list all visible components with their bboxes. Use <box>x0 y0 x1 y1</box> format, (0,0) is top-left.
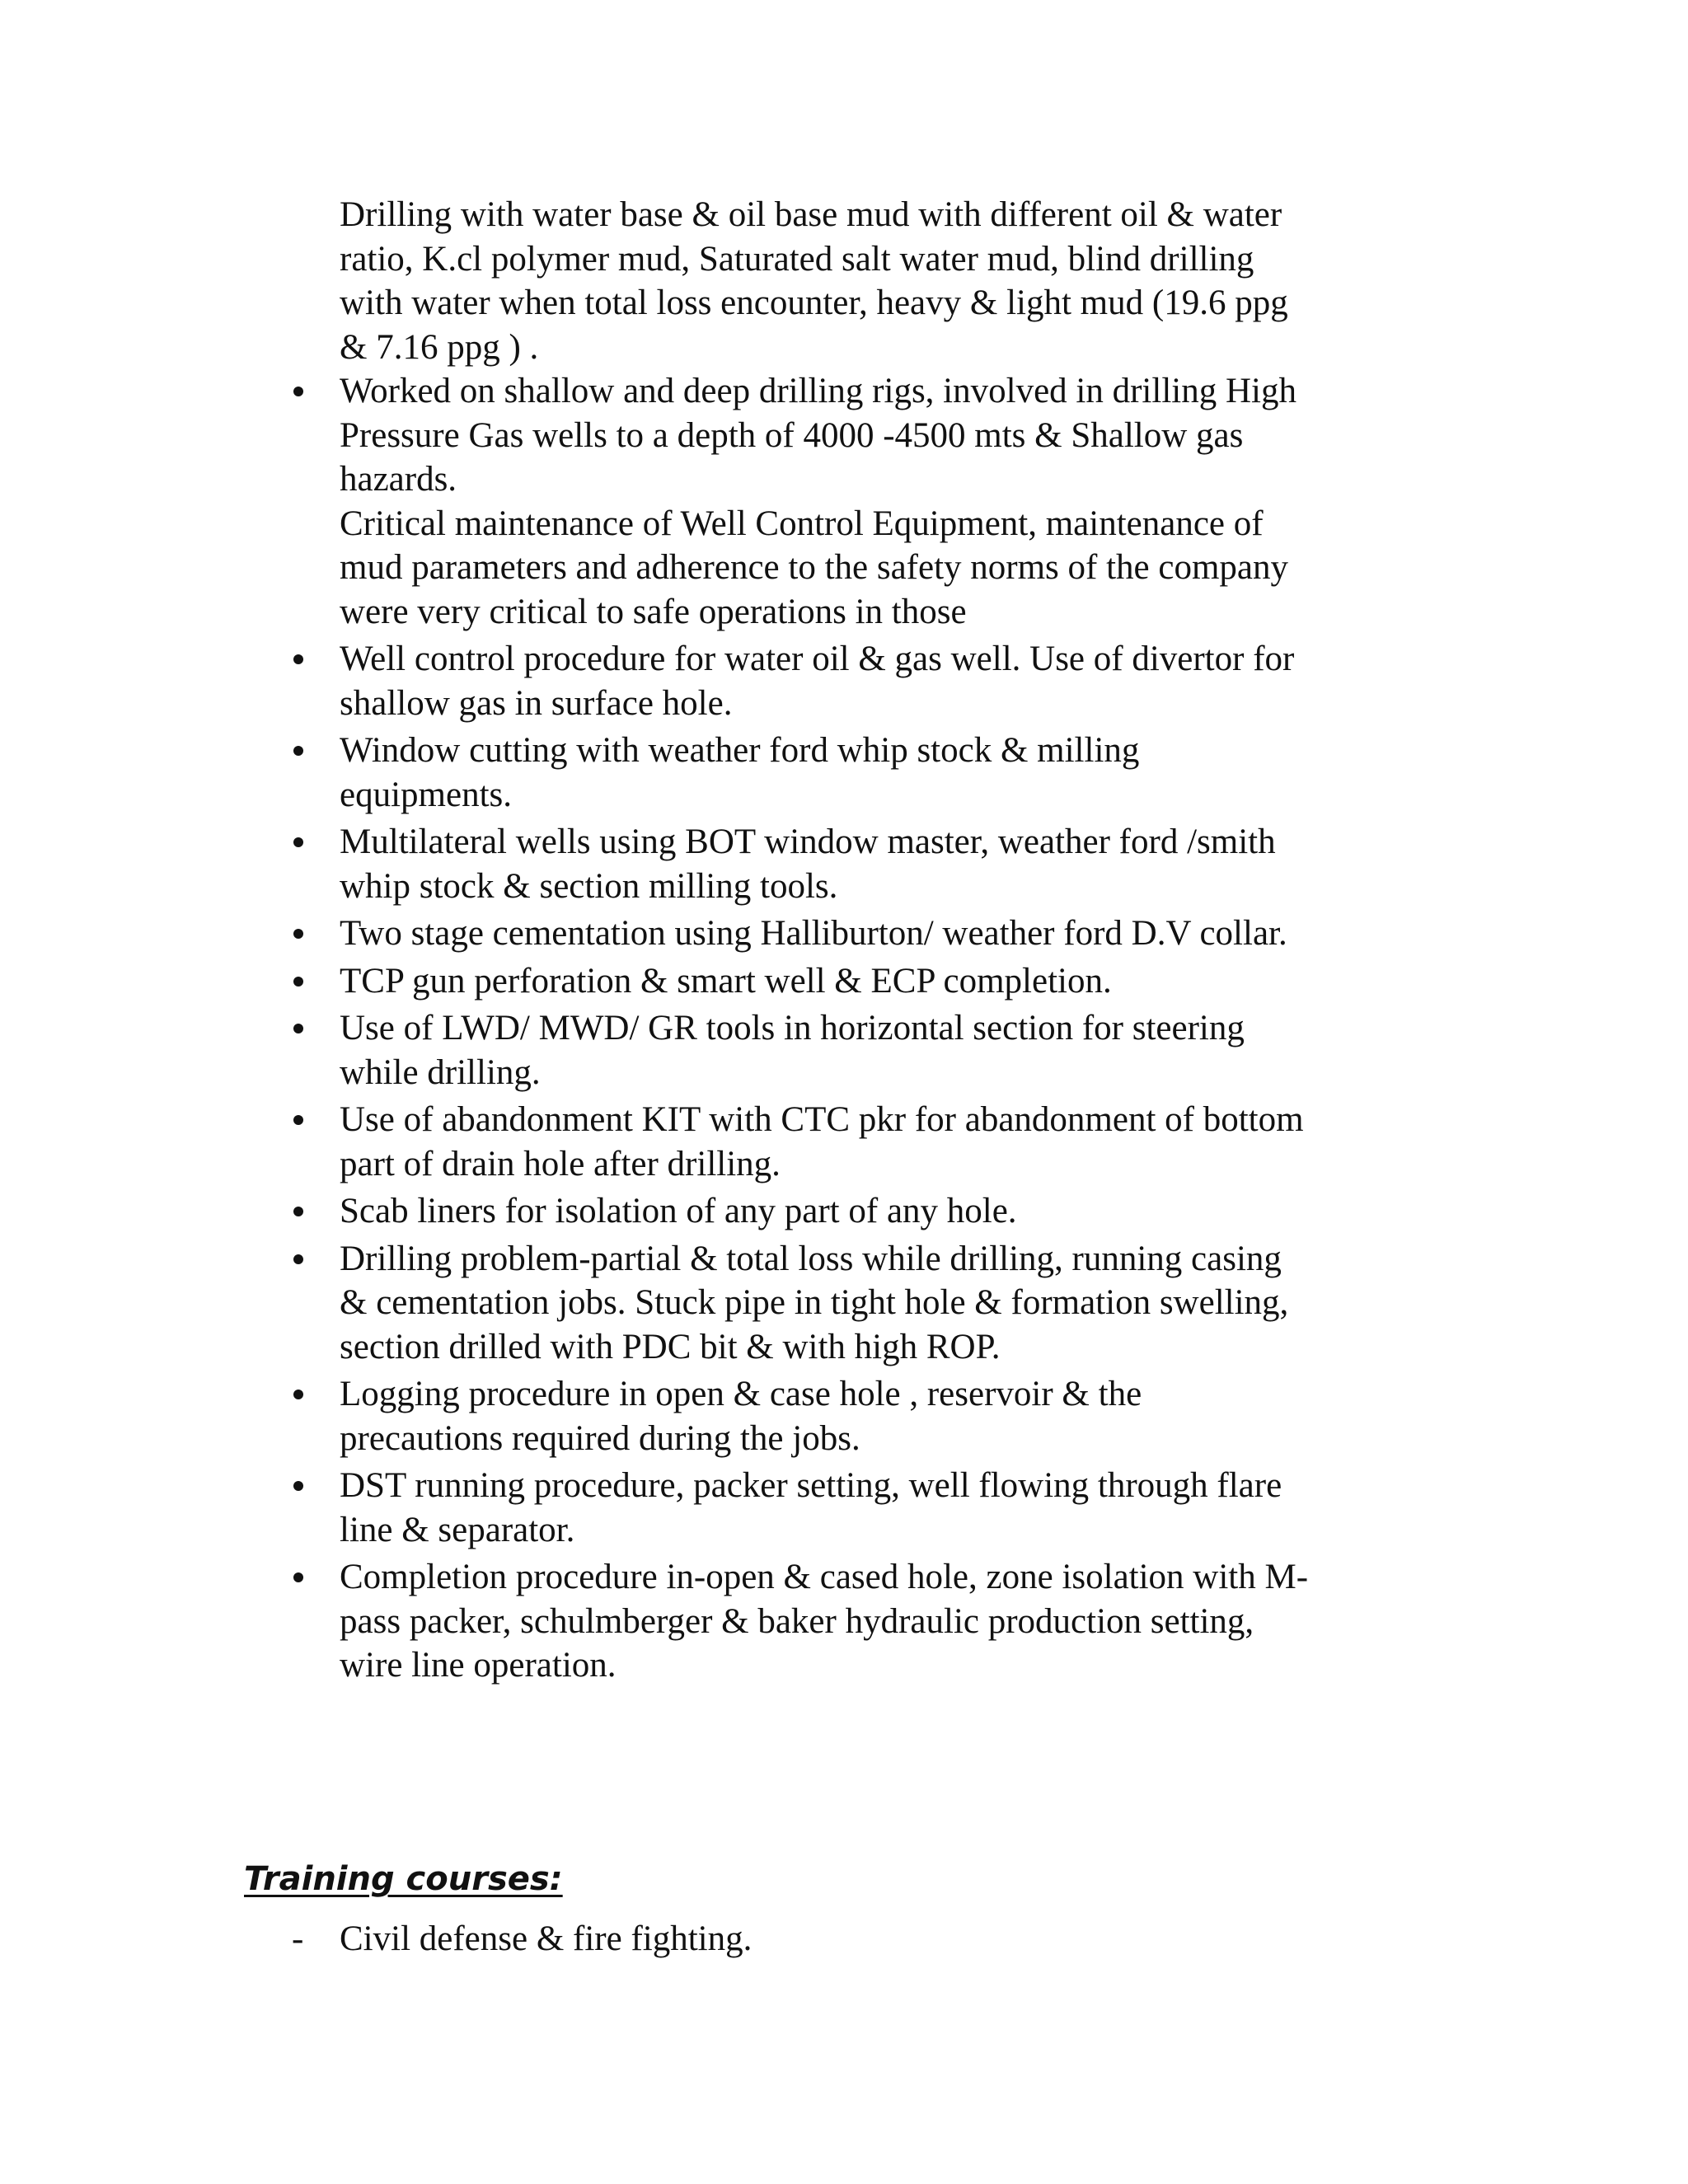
bullet-item <box>340 1372 1411 1460</box>
bullet-item <box>340 959 1411 1004</box>
bullet-dot-icon <box>293 1254 303 1264</box>
bullet-item <box>340 369 1411 634</box>
bullet-item <box>340 1237 1411 1370</box>
experience-bullet-list <box>340 369 1411 1688</box>
bullet-dot-icon <box>293 1481 303 1491</box>
intro-paragraph: Drilling with water base & oil base mud with different oil & water ratio, K.cl polymer mud, Saturated salt water mud, blind drilling with water when total loss encounter, heavy & light mud (19.6 ppg & 7.16 ppg ) . <box>340 195 1288 367</box>
bullet-item <box>340 1189 1411 1234</box>
bullet-text: Well control procedure for water oil & gas well. Use of divertor for shallow gas in surface hole. <box>340 640 1295 723</box>
bullet-text: Window cutting with weather ford whip stock & milling equipments. <box>340 731 1140 814</box>
bullet-dot-icon <box>293 746 303 756</box>
bullet-dot-icon <box>293 1207 303 1216</box>
bullet-text: Two stage cementation using Halliburton/ weather ford D.V collar. <box>340 914 1287 953</box>
bullet-text: Use of abandonment KIT with CTC pkr for abandonment of bottom part of drain hole after drilling. <box>340 1100 1304 1183</box>
bullet-dot-icon <box>293 387 303 396</box>
training-courses-heading: Training courses: <box>244 1860 563 1898</box>
bullet-text: Use of LWD/ MWD/ GR tools in horizontal section for steering while drilling. <box>340 1009 1245 1092</box>
bullet-text: DST running procedure, packer setting, well flowing through flare line & separator. <box>340 1466 1282 1549</box>
bullet-item <box>340 1464 1411 1552</box>
bullet-dot-icon <box>293 1115 303 1125</box>
bullet-text: Drilling problem-partial & total loss while drilling, running casing & cementation jobs. Stuck pipe in tight hole & formation swelling, section drilled with PDC bit & with high ROP. <box>340 1239 1289 1366</box>
bullet-item <box>340 637 1411 725</box>
dash-marker: - <box>292 1919 304 1958</box>
bullet-text: Worked on shallow and deep drilling rigs, involved in drilling High Pressure Gas wells to a depth of 4000 -4500 mts & Shallow gas hazards. Critical maintenance of Well Control Equipment, maintenance of mud parameters and adherence to the safety norms of the company were very critical to safe operations in those <box>340 372 1296 631</box>
bullet-item <box>340 912 1411 956</box>
bullet-dot-icon <box>293 837 303 847</box>
bullet-dot-icon <box>293 1572 303 1582</box>
bullet-item <box>340 1098 1411 1186</box>
bullet-dot-icon <box>293 929 303 939</box>
training-courses-list <box>292 1917 753 1961</box>
bullet-dot-icon <box>293 977 303 987</box>
bullet-item <box>340 729 1411 817</box>
bullet-item <box>340 1006 1411 1094</box>
bullet-dot-icon <box>293 1390 303 1399</box>
bullet-text: TCP gun perforation & smart well & ECP completion. <box>340 961 1112 1001</box>
bullet-text: Logging procedure in open & case hole , reservoir & the precautions required during the jobs. <box>340 1375 1142 1458</box>
bullet-item <box>340 820 1411 908</box>
bullet-text: Multilateral wells using BOT window master, weather ford /smith whip stock & section milling tools. <box>340 823 1276 906</box>
training-course-item <box>292 1917 753 1961</box>
training-course-text: Civil defense & fire fighting. <box>340 1919 753 1958</box>
bullet-dot-icon <box>293 1024 303 1033</box>
bullet-item <box>340 1555 1411 1688</box>
experience-section <box>340 193 1411 1691</box>
bullet-dot-icon <box>293 654 303 664</box>
bullet-text: Completion procedure in-open & cased hole, zone isolation with M- pass packer, schulmberger & baker hydraulic production setting, wire line operation. <box>340 1558 1309 1685</box>
bullet-text: Scab liners for isolation of any part of any hole. <box>340 1192 1017 1230</box>
